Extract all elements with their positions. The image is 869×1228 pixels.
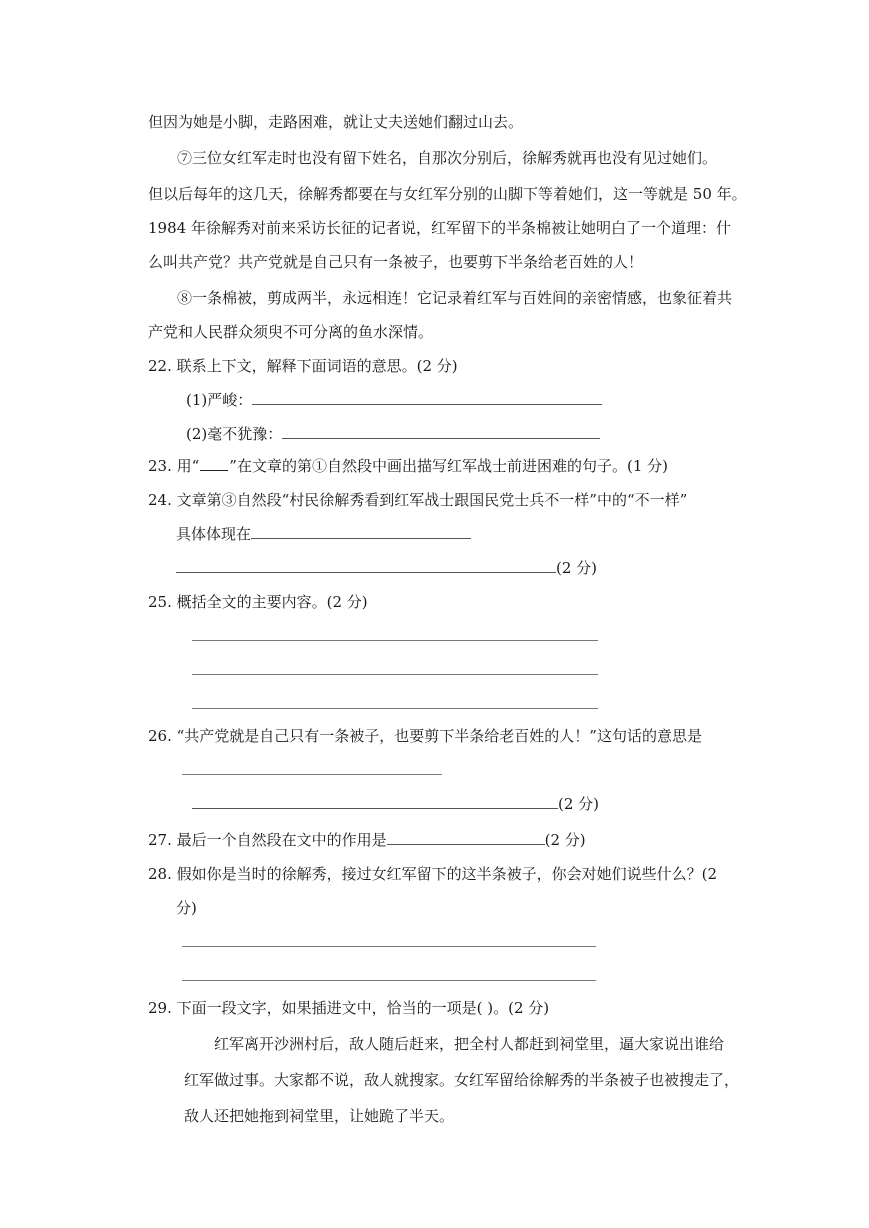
answer-line[interactable] [192,640,598,641]
question-23-pre: 23. 用“ [148,457,200,475]
sub-2-label: (2)毫不犹豫： [186,425,283,443]
paragraph-7-line-2: 但以后每年的这几天，徐解秀都要在与女红军分别的山脚下等着她们，这一等就是 50 年。 [148,185,747,203]
answer-blank[interactable] [192,794,558,809]
answer-line[interactable] [192,674,598,675]
question-22: 22. 联系上下文，解释下面词语的意思。(2 分) [148,357,458,375]
paragraph-8-line-1: ⑧一条棉被，剪成两半，永远相连！它记录着红军与百姓间的亲密情感，也象征着共 [177,289,733,307]
paragraph-7-line-1: ⑦三位女红军走时也没有留下姓名，自那次分别后，徐解秀就再也没有见过她们。 [177,149,718,167]
question-24: 24. 文章第③自然段“村民徐解秀看到红军战士跟国民党士兵不一样”中的“不一样” [148,491,688,509]
sub-1-label: (1)严峻： [186,391,253,409]
answer-blank[interactable] [252,390,602,405]
question-26-line-3 [192,794,599,814]
score-label: (2 分) [558,795,600,813]
question-25: 25. 概括全文的主要内容。(2 分) [148,593,368,611]
question-24-line-3 [176,558,597,578]
answer-blank[interactable] [251,524,471,539]
score-label: (2 分) [556,559,598,577]
underline-symbol [200,456,228,471]
answer-blank[interactable] [387,830,545,845]
paragraph-8-line-2: 产党和人民群众须臾不可分离的鱼水深情。 [148,323,434,341]
paragraph-7-line-4: 么叫共产党？共产党就是自己只有一条被子，也要剪下半条给老百姓的人！ [148,253,644,271]
question-24-prompt: 具体体现在 [176,525,252,543]
question-22-sub-1 [186,390,602,410]
question-29-passage-line-1: 红军离开沙洲村后，敌人随后赶来，把全村人都赶到祠堂里，逼大家说出谁给 [214,1035,725,1053]
answer-blank[interactable] [282,424,600,439]
question-28: 28. 假如你是当时的徐解秀，接过女红军留下的这半条被子，你会对她们说些什么？(2 [148,865,718,883]
question-29-passage-line-2: 红军做过事。大家都不说，敌人就搜家。女红军留给徐解秀的半条被子也被搜走了， [184,1071,740,1089]
question-29-passage-line-3: 敌人还把她拖到祠堂里，让她跪了半天。 [184,1107,455,1125]
question-26: 26. “共产党就是自己只有一条被子，也要剪下半条给老百姓的人！”这句话的意思是 [148,727,702,745]
answer-line[interactable] [192,708,598,709]
question-28-cont: 分) [176,899,197,917]
question-23-post: ”在文章的第①自然段中画出描写红军战士前进困难的句子。(1 分) [229,457,668,475]
question-29: 29. 下面一段文字，如果插进文中，恰当的一项是( )。(2 分) [148,999,550,1017]
paragraph-6-end: 但因为她是小脚，走路困难，就让丈夫送她们翻过山去。 [148,113,524,131]
answer-line[interactable] [182,980,596,981]
answer-blank[interactable] [176,558,556,573]
answer-line[interactable] [182,774,442,775]
question-27 [148,830,586,850]
answer-line[interactable] [182,946,596,947]
question-24-line-2 [176,524,471,544]
question-27-stem: 27. 最后一个自然段在文中的作用是 [148,831,387,849]
paragraph-7-line-3: 1984 年徐解秀对前来采访长征的记者说，红军留下的半条棉被让她明白了一个道理：什 [148,219,731,237]
score-label: (2 分) [544,831,586,849]
question-22-sub-2 [186,424,600,444]
question-23 [148,456,668,476]
